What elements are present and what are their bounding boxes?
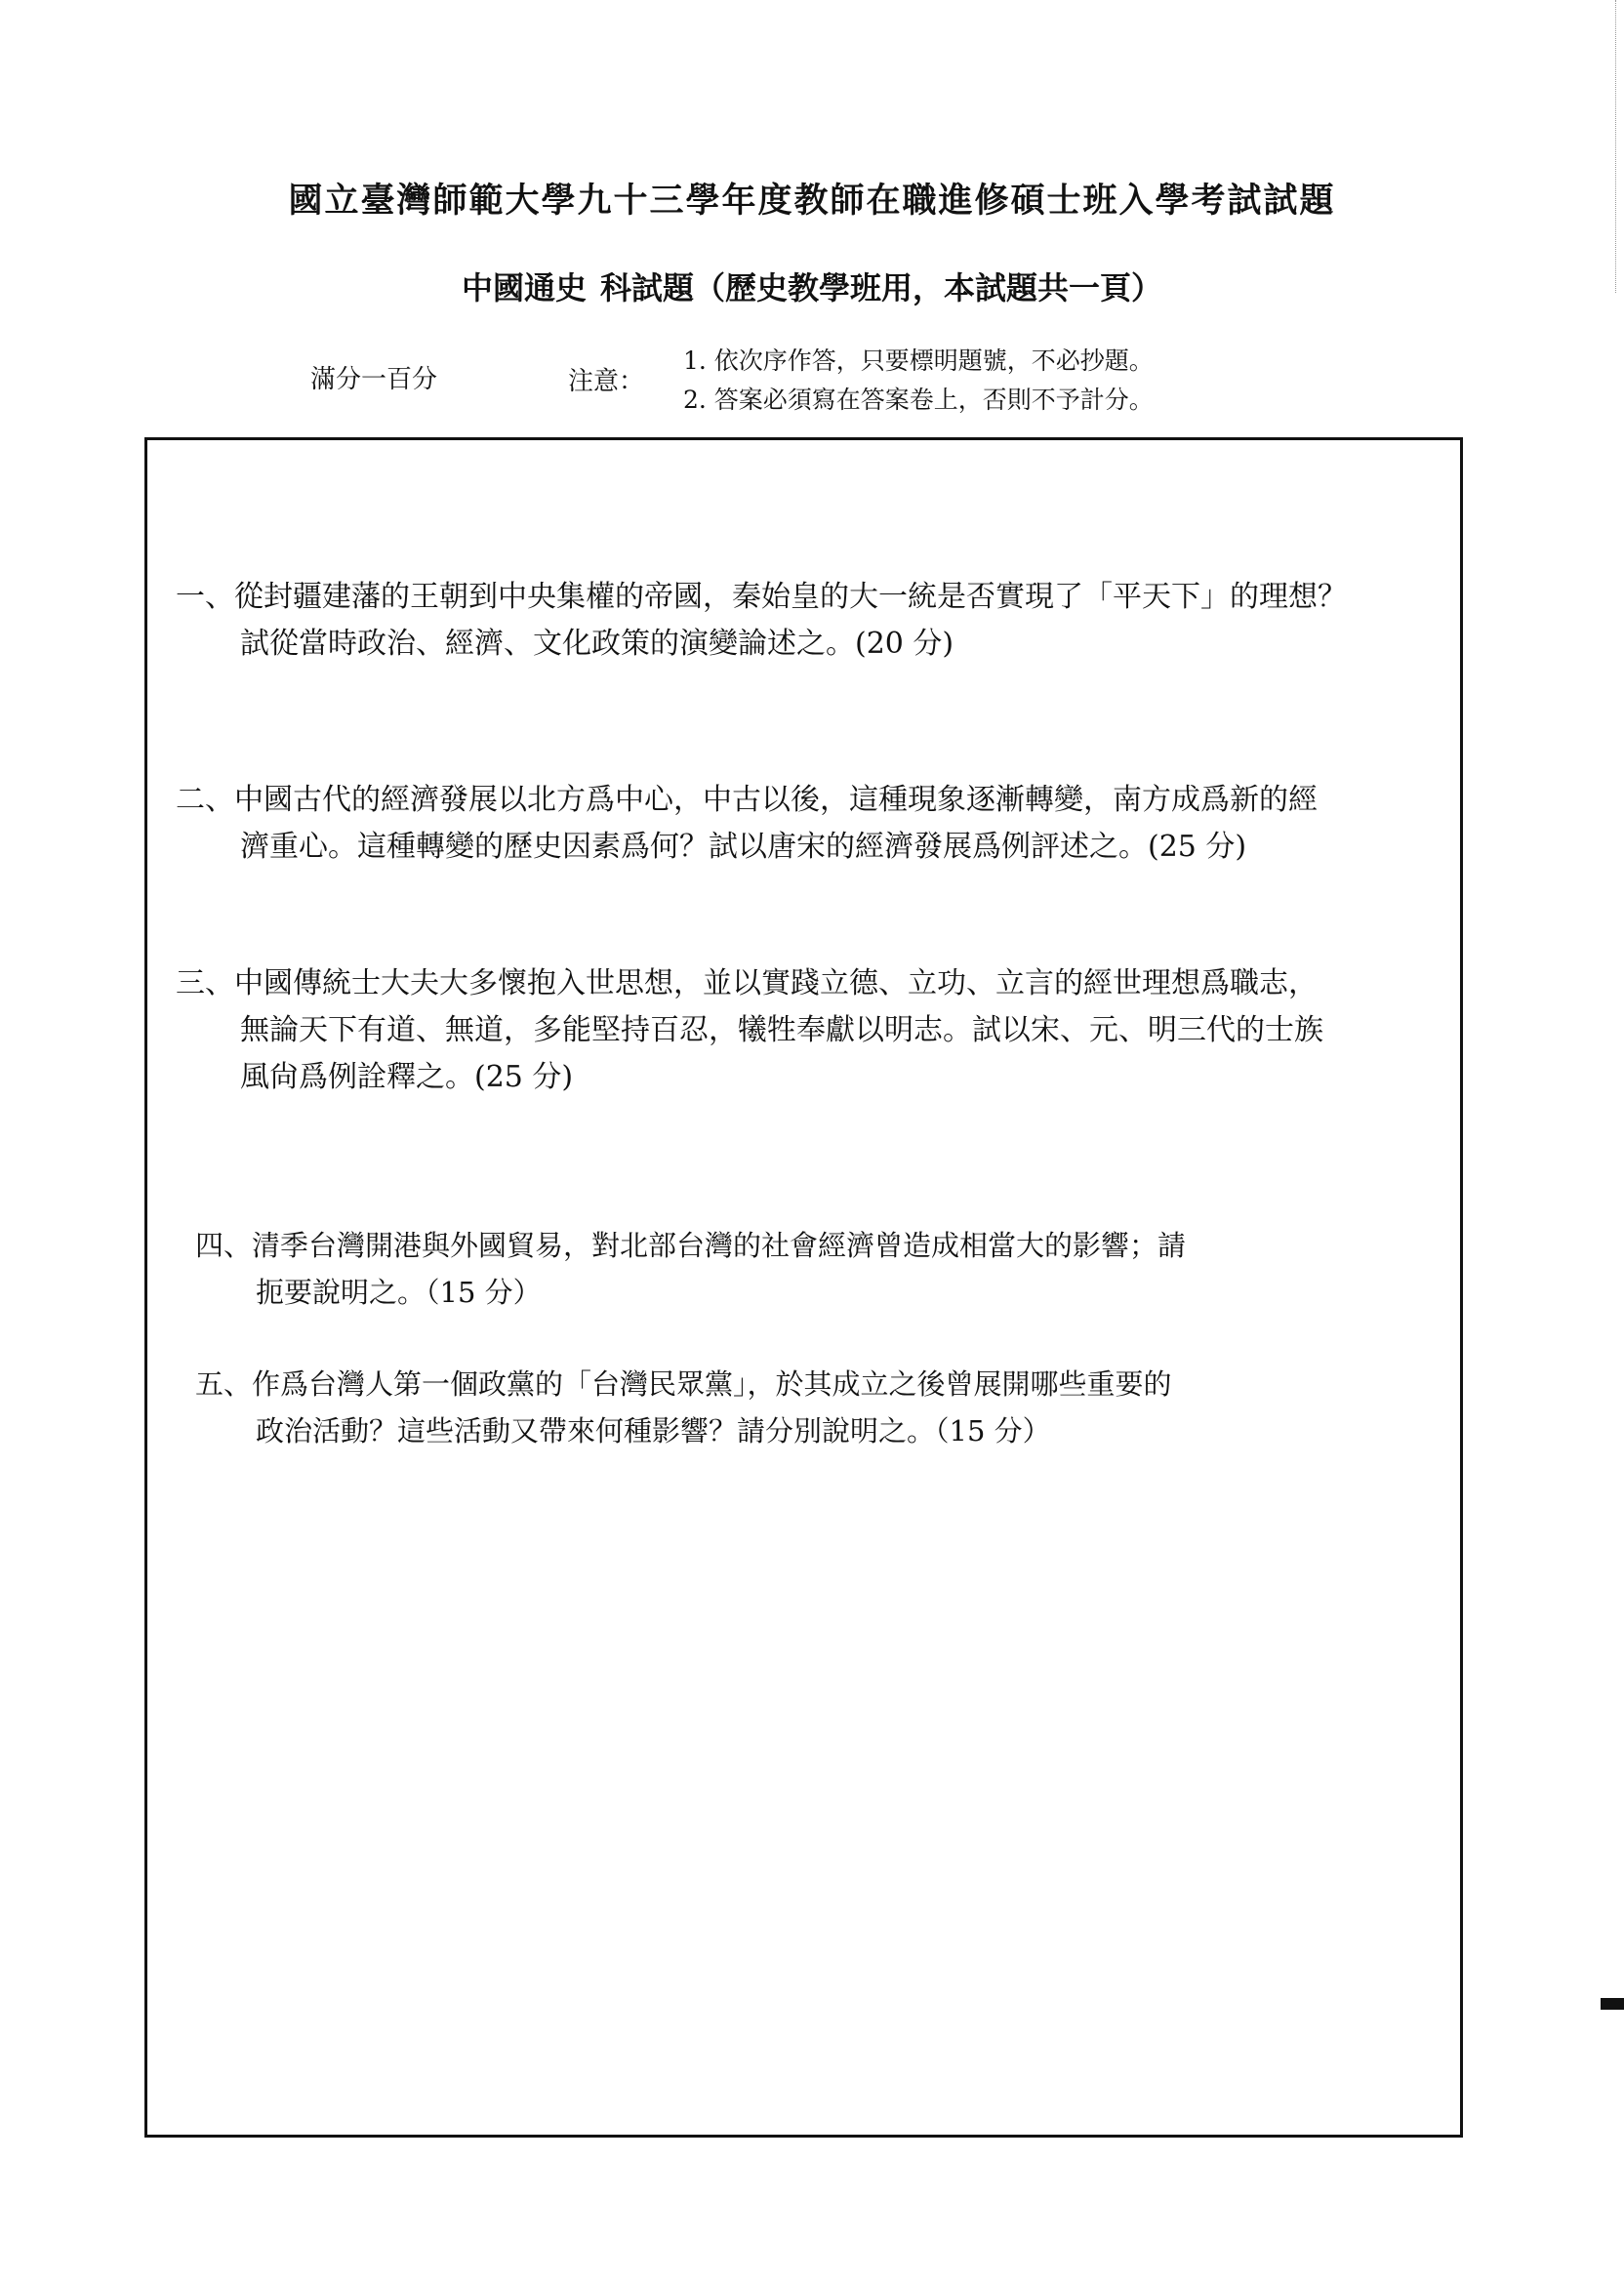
question-1 [176,574,1347,668]
question-text: 中國古代的經濟發展以北方爲中心，中古以後，這種現象逐漸轉變，南方成爲新的經 [234,783,1318,817]
subject-name: 中國通史 [461,269,587,306]
question-5 [195,1361,1172,1454]
question-number: 二、 [176,783,234,817]
question-number: 三、 [176,966,234,1000]
question-number: 四、 [195,1229,253,1262]
question-3 [176,960,1323,1101]
scan-edge-mark [1613,0,1616,293]
exam-title: 國立臺灣師範大學九十三學年度教師在職進修碩士班入學考試試題 [288,181,1336,221]
notice-list [683,342,1154,420]
question-line [195,1361,1172,1407]
subtitle-rest: 科試題（歷史教學班用，本試題共一頁） [600,269,1163,306]
question-number: 五、 [195,1367,253,1401]
question-text: 扼要說明之。（15 分） [256,1276,542,1309]
question-text: 濟重心。這種轉變的歷史因素爲何？試以唐宋的經濟發展爲例評述之。(25 分) [240,830,1247,864]
question-text: 政治活動？這些活動又帶來何種影響？請分別說明之。（15 分） [256,1414,1051,1447]
question-text: 風尙爲例詮釋之。(25 分) [240,1060,574,1094]
notice-item-1: 1. 依次序作答，只要標明題號，不必抄題。 [683,347,1154,375]
question-number: 一、 [176,580,234,614]
question-line [176,960,1323,1007]
question-line [176,574,1347,621]
scan-registration-mark [1601,1998,1624,2010]
total-score: 滿分一百分 [310,365,438,394]
question-2 [176,777,1318,871]
notice-label: 注意： [568,367,645,396]
question-line [176,777,1318,824]
question-text: 試從當時政治、經濟、文化政策的演變論述之。(20 分) [240,627,954,661]
question-text: 無論天下有道、無道，多能堅持百忍，犧牲奉獻以明志。試以宋、元、明三代的士族 [240,1013,1323,1047]
question-text: 從封疆建藩的王朝到中央集權的帝國，秦始皇的大一統是否實現了「平天下」的理想？ [234,580,1347,614]
question-4 [195,1222,1186,1316]
question-text: 清季台灣開港與外國貿易，對北部台灣的社會經濟曾造成相當大的影響；請 [252,1229,1187,1262]
question-text: 中國傳統士大夫大多懷抱入世思想，並以實踐立德、立功、立言的經世理想爲職志， [234,966,1318,1000]
question-text: 作爲台灣人第一個政黨的「台灣民眾黨」，於其成立之後曾展開哪些重要的 [252,1367,1172,1401]
notice-item-2: 2. 答案必須寫在答案卷上，否則不予計分。 [683,386,1154,414]
exam-subtitle [0,264,1624,308]
question-line [195,1222,1186,1269]
